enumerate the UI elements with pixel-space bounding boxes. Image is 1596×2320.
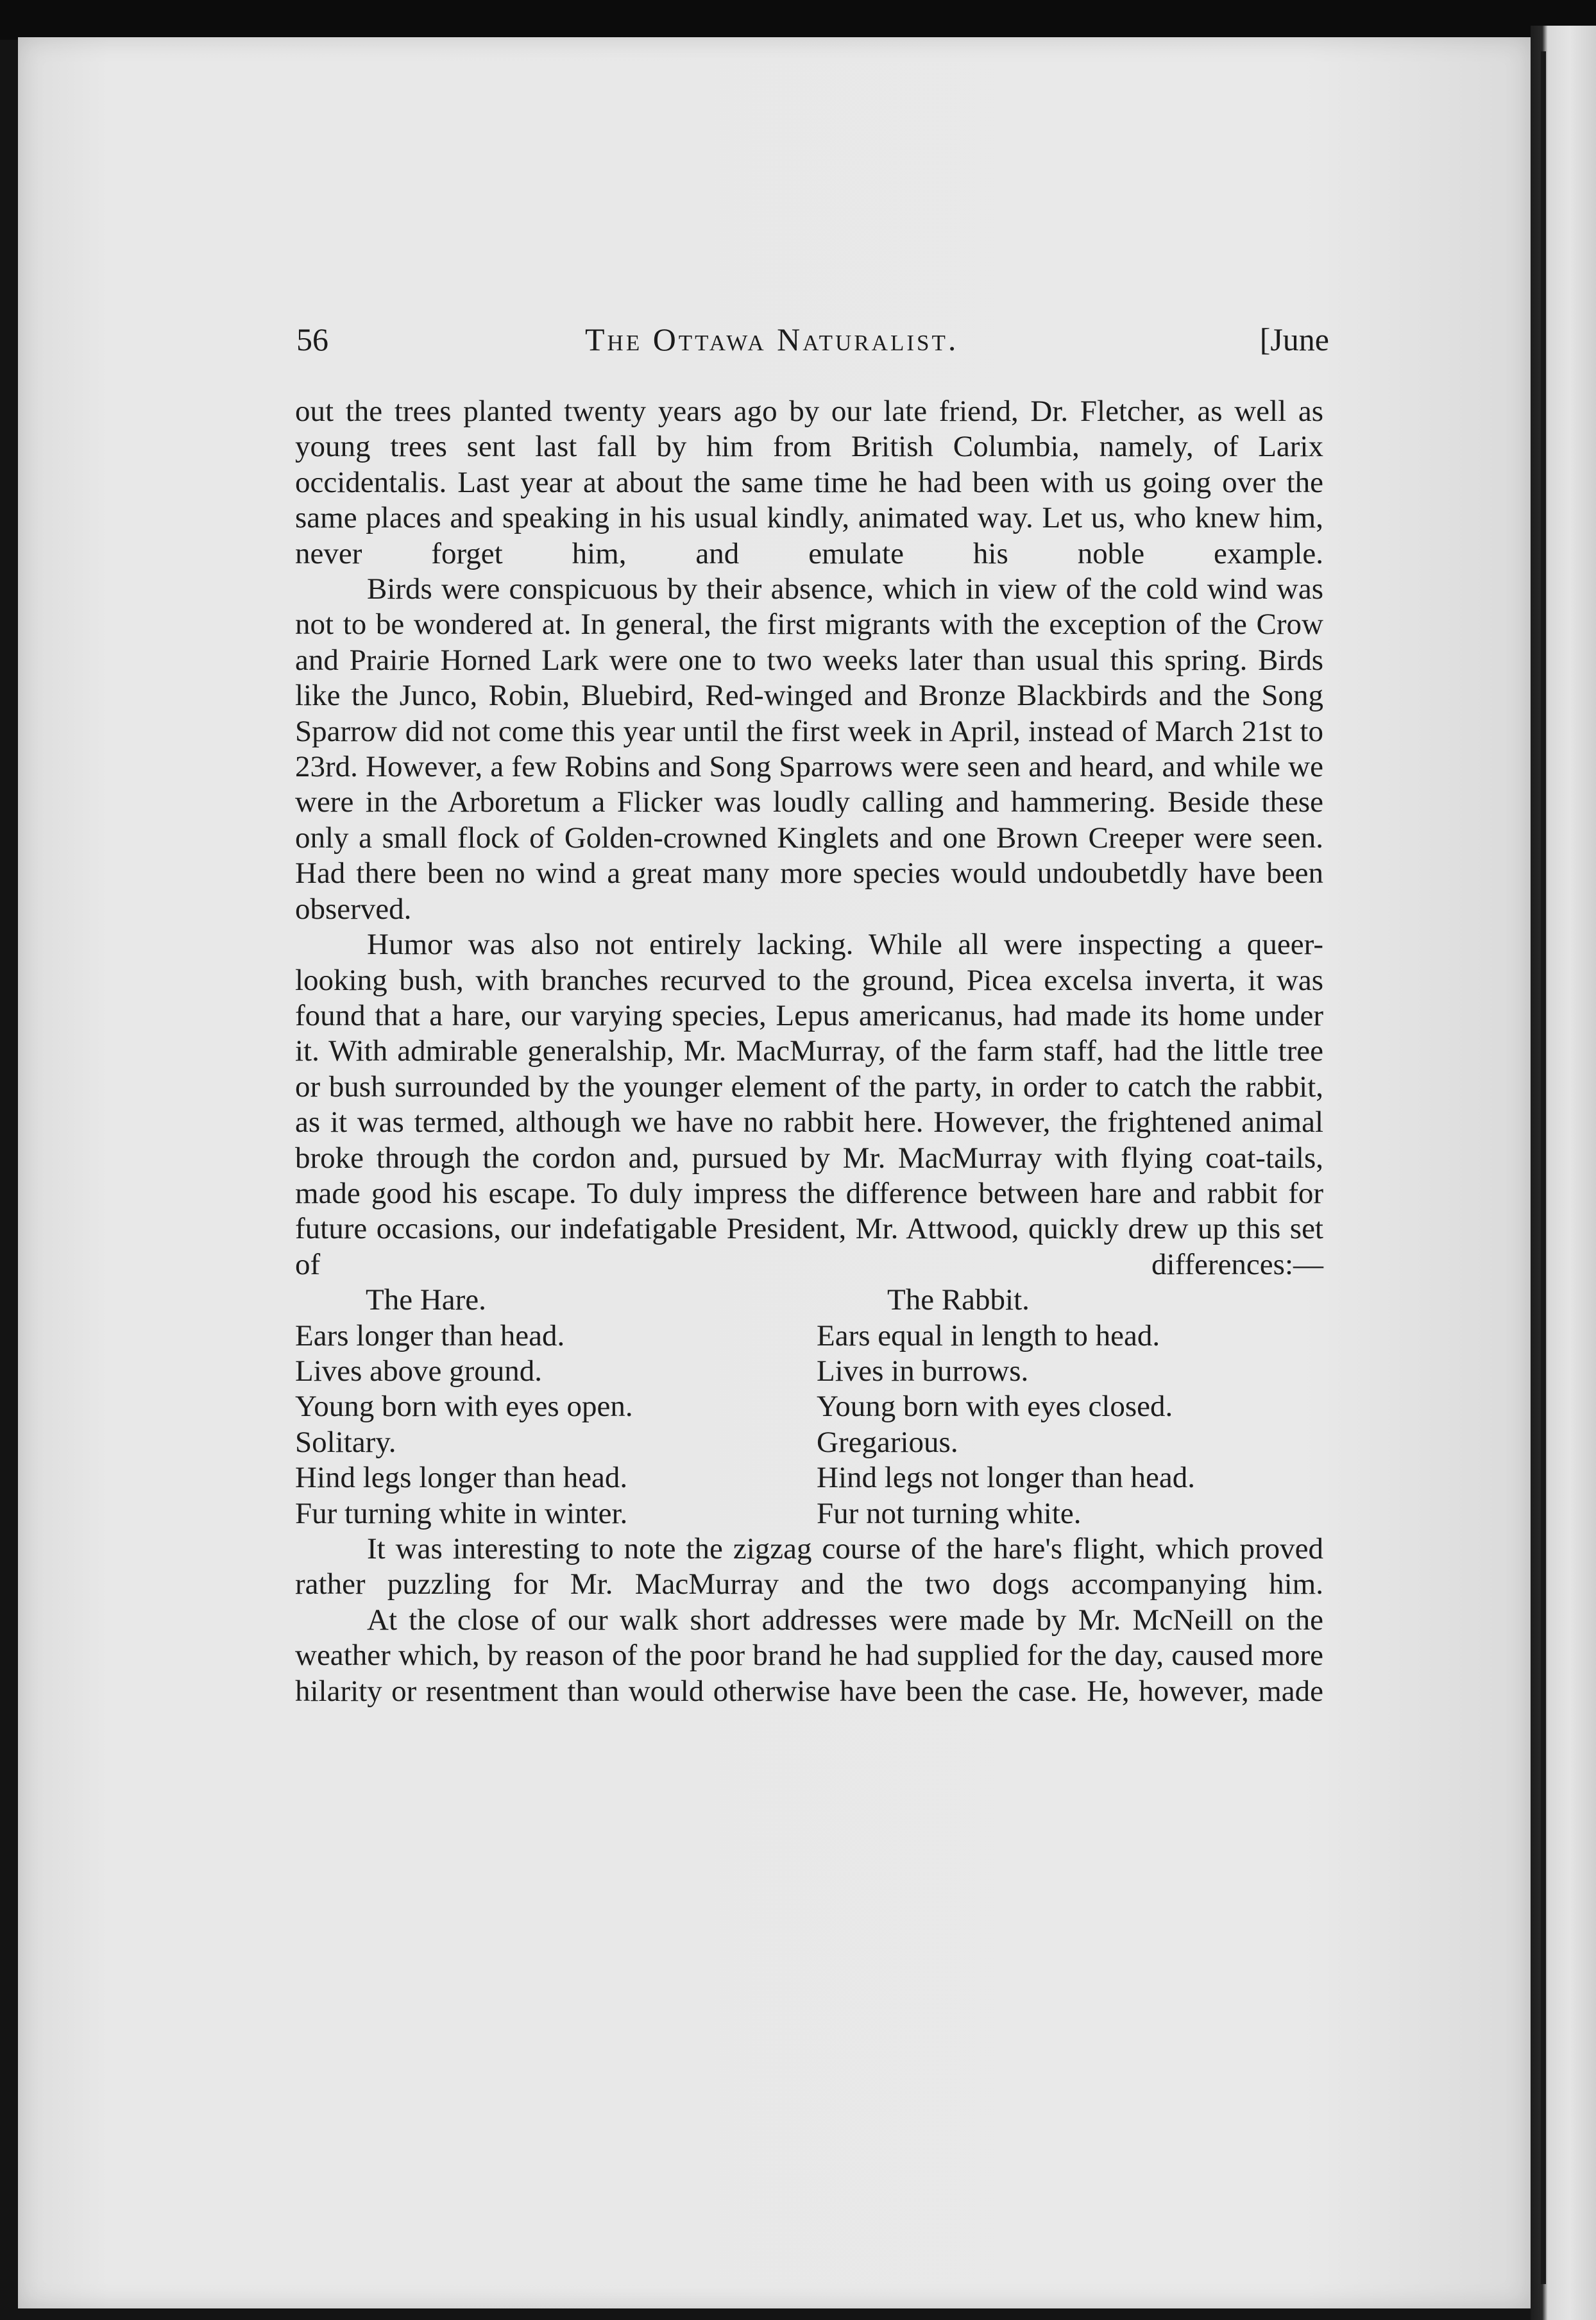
hare-column (295, 1283, 808, 1531)
rabbit-column (817, 1283, 1323, 1531)
paragraph-birds: Birds were conspicuous by their absence, which in view of the cold wind was not to be wondered at. In general, the first migrants with the exception of the Crow and Prairie Horned Lark were one to two weeks later than usual this spring. Birds like the Junco, Robin, Bluebird, Red-winged and Bronze Blackbirds and the Song Sparrow did not come this year until the first week in April, instead of March 21st to 23rd. However, a few Robins and Song Sparrows were seen and heard, and while we were in the Arboretum a Flicker was loudly calling and hammering. Beside these only a small flock of Golden-crowned Kinglets and one Brown Creeper were seen. Had there been no wind a great many more species would undoubetdly have been observed. (295, 572, 1323, 926)
hare-rabbit-comparison (295, 1283, 1323, 1531)
hare-trait: Solitary. (295, 1425, 396, 1459)
scan-border-top (0, 0, 1596, 40)
rabbit-trait: Young born with eyes closed. (817, 1390, 1173, 1424)
rabbit-trait: Ears equal in length to head. (817, 1318, 1160, 1352)
hare-trait: Young born with eyes open. (295, 1390, 633, 1424)
hare-trait: Ears longer than head. (295, 1318, 565, 1352)
rabbit-trait: Gregarious. (817, 1425, 958, 1459)
rabbit-trait: Lives in burrows. (817, 1354, 1029, 1388)
journal-title: The Ottawa Naturalist. (585, 321, 959, 357)
hare-trait: Hind legs longer than head. (295, 1461, 628, 1495)
running-head-month: [June (1259, 321, 1329, 357)
page-number: 56 (296, 321, 328, 357)
paragraph-fletcher-tribute: out the trees planted twenty years ago by our late friend, Dr. Fletcher, as well as young trees sent last fall by him from British Columbia, namely, of Larix occidentalis. Last year at about the same time he had been with us going over the same places and speaking in his usual kindly, animated way. Let us, who knew him, never forget him, and emulate his noble example. (295, 395, 1323, 570)
rabbit-heading: The Rabbit. (887, 1283, 1030, 1317)
paragraph-closing-addresses: At the close of our walk short addresses were made by Mr. McNeill on the weather which, by reason of the poor brand he had supplied for the day, caused more hilarity or resentment than would otherwise have been the case. He, however, made (295, 1603, 1323, 1708)
rabbit-trait: Hind legs not longer than head. (817, 1461, 1195, 1495)
paragraph-humor-hare: Humor was also not entirely lacking. While all were inspecting a queer-looking bush, with branches recurved to the ground, Picea excelsa inverta, it was found that a hare, our varying species, Lepus americanus, had made its home under it. With admirable generalship, Mr. MacMurray, of the farm staff, had the little tree or bush surrounded by the younger element of the party, in order to catch the rabbit, as it was termed, although we have no rabbit here. However, the frightened animal broke through the cordon and, pursued by Mr. MacMurray with flying coat-tails, made good his escape. To duly impress the difference between hare and rabbit for future occasions, our indefatigable President, Mr. Attwood, quickly drew up this set of differences:— (295, 928, 1323, 1281)
paragraph-zigzag-flight: It was interesting to note the zigzag course of the hare's flight, which proved rather puzzling for Mr. MacMurray and the two dogs accompanying him. (295, 1532, 1323, 1601)
page-body (295, 394, 1323, 1709)
hare-trait: Lives above ground. (295, 1354, 543, 1388)
rabbit-trait: Fur not turning white. (817, 1496, 1082, 1530)
running-head (296, 321, 1329, 372)
hare-heading: The Hare. (366, 1283, 486, 1317)
hare-trait: Fur turning white in winter. (295, 1496, 628, 1530)
page-edge-rule (1541, 51, 1546, 2284)
